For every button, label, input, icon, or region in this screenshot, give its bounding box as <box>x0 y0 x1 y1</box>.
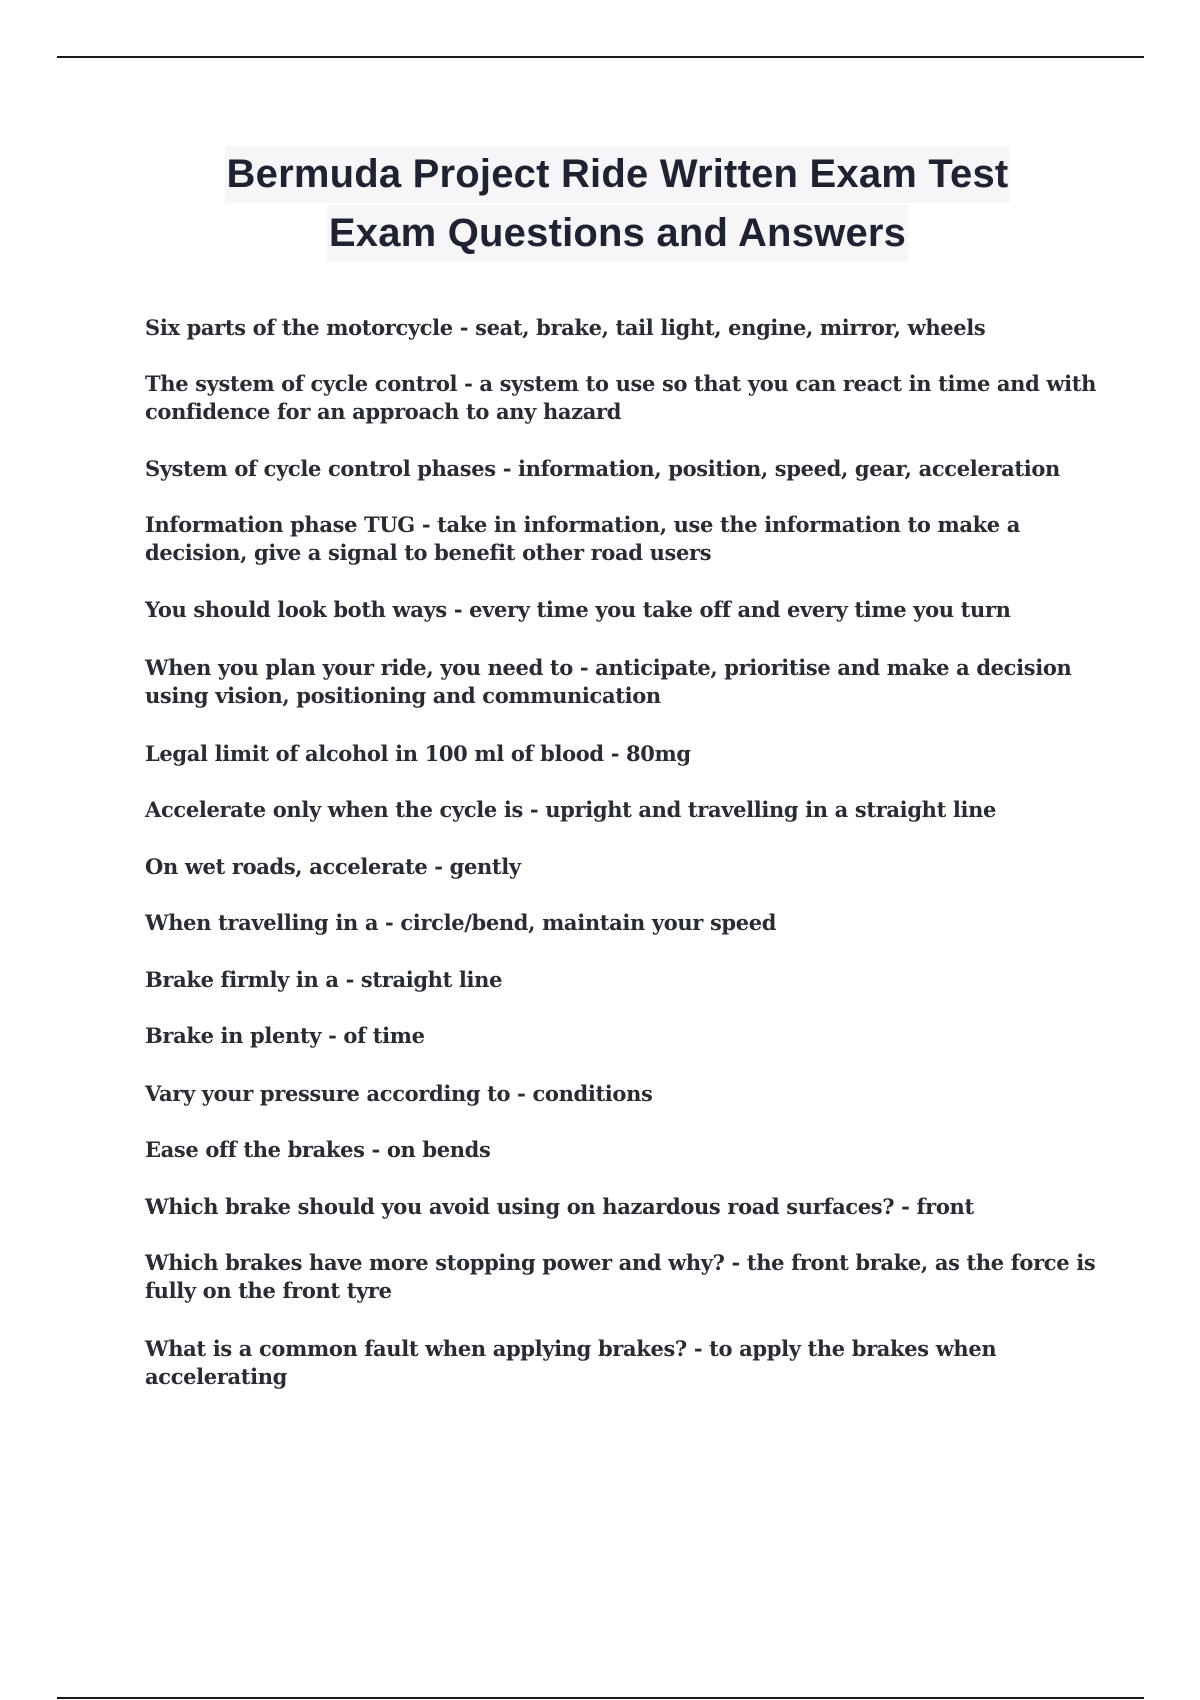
title-line-2: Exam Questions and Answers <box>327 205 908 262</box>
qa-item-ease-off: Ease off the brakes - on bends <box>145 1137 491 1162</box>
qa-item-stopping-power: Which brakes have more stopping power and why? - the front brake, as the force is fully on the front tyre <box>145 1250 1096 1303</box>
qa-item-brake-plenty: Brake in plenty - of time <box>145 1023 425 1048</box>
qa-item-circle-bend: When travelling in a - circle/bend, maintain your speed <box>145 910 777 935</box>
qa-item-common-fault: What is a common fault when applying brakes? - to apply the brakes when accelerating <box>145 1336 997 1389</box>
qa-item-alcohol-limit: Legal limit of alcohol in 100 ml of blood - 80mg <box>145 741 691 766</box>
qa-item-information-phase: Information phase TUG - take in information, use the information to make a decision, give a signal to benefit other road users <box>145 512 1021 565</box>
qa-item-vary-pressure: Vary your pressure according to - conditions <box>145 1081 653 1106</box>
document-title <box>60 146 1175 262</box>
bottom-divider <box>57 1697 1144 1699</box>
qa-item-wet-roads: On wet roads, accelerate - gently <box>145 854 521 879</box>
qa-item-accelerate-upright: Accelerate only when the cycle is - upright and travelling in a straight line <box>145 797 997 822</box>
qa-item-control-phases: System of cycle control phases - information, position, speed, gear, acceleration <box>145 456 1060 481</box>
qa-item-cycle-control: The system of cycle control - a system to use so that you can react in time and with confidence for an approach to any hazard <box>145 371 1097 424</box>
qa-item-parts: Six parts of the motorcycle - seat, brake, tail light, engine, mirror, wheels <box>145 315 986 340</box>
top-divider <box>57 56 1144 58</box>
qa-item-brake-firmly: Brake firmly in a - straight line <box>145 967 503 992</box>
title-line-1: Bermuda Project Ride Written Exam Test <box>225 146 1011 203</box>
qa-item-avoid-brake: Which brake should you avoid using on hazardous road surfaces? - front <box>145 1194 974 1219</box>
qa-item-look-both-ways: You should look both ways - every time you take off and every time you turn <box>145 597 1011 622</box>
qa-item-plan-ride: When you plan your ride, you need to - anticipate, prioritise and make a decision using vision, positioning and communication <box>145 655 1072 708</box>
